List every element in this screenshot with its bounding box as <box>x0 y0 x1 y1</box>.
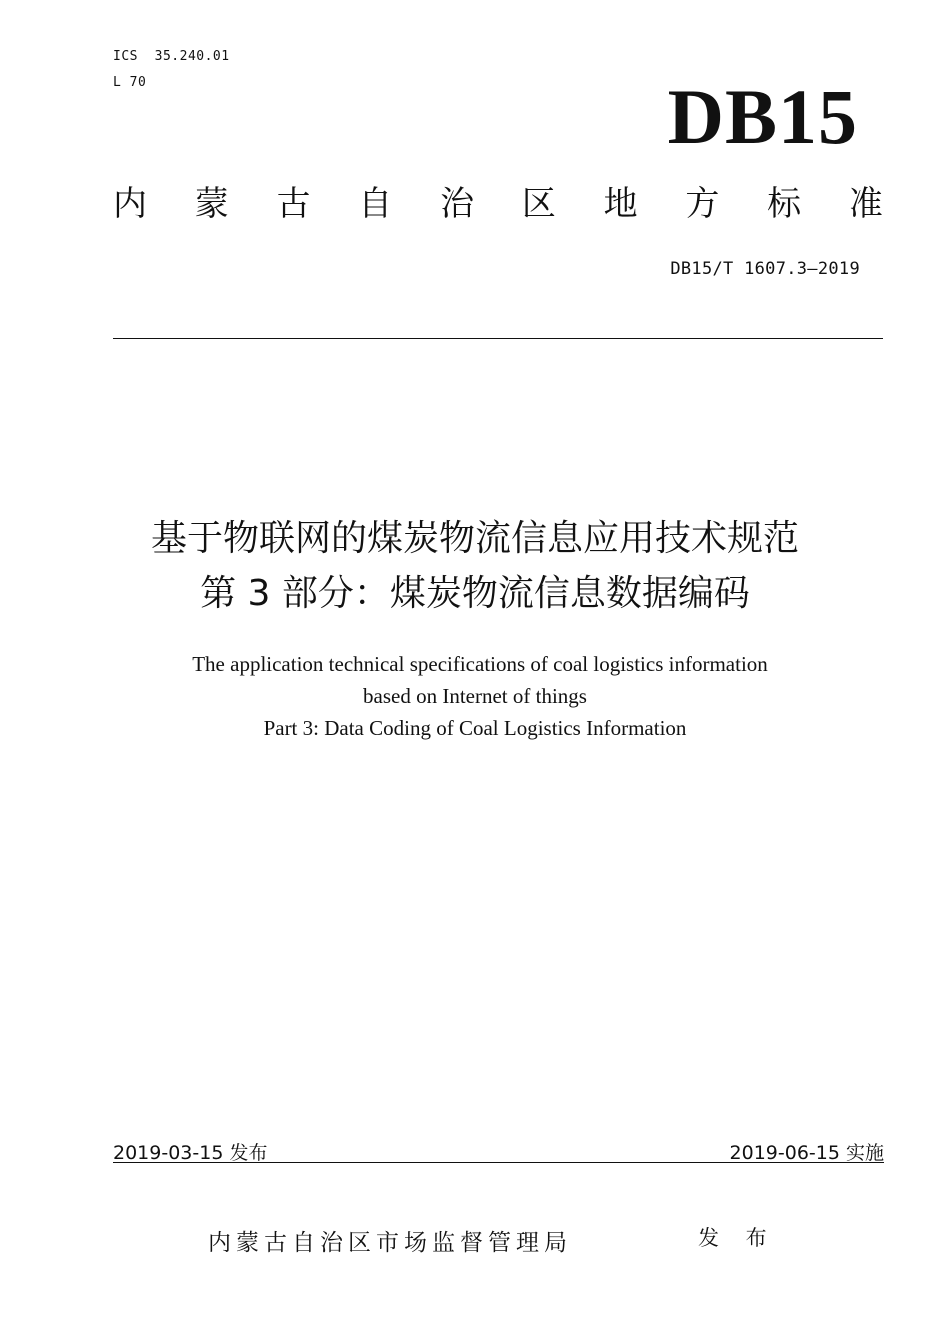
english-title-line-1: The application technical specifications of coal logistics information <box>192 652 768 676</box>
standard-type-char: 准 <box>848 184 883 224</box>
implementation-date: 2019-06-15 实施 <box>729 1142 884 1164</box>
standard-number: DB15/T 1607.3—2019 <box>670 259 860 279</box>
classification-code: L 70 <box>113 75 147 90</box>
standard-type-char: 内 <box>113 184 147 224</box>
standard-type-char: 古 <box>276 184 311 224</box>
issuing-authority: 内蒙古自治区市场监督管理局 <box>208 1230 572 1256</box>
standard-type-char: 治 <box>440 184 475 224</box>
standard-type-char: 标 <box>767 184 802 224</box>
ics-code: ICS 35.240.01 <box>113 49 230 64</box>
db15-logo: DB15 <box>667 73 858 160</box>
footer-divider <box>113 1162 884 1163</box>
issue-date: 2019-03-15 发布 <box>113 1142 268 1164</box>
english-title-line-3: Part 3: Data Coding of Coal Logistics Information <box>263 716 687 740</box>
standard-type-char: 方 <box>685 184 720 224</box>
chinese-title-line-2: 第 3 部分：煤炭物流信息数据编码 <box>200 573 750 614</box>
standard-type-heading <box>113 186 883 223</box>
english-title-line-2: based on Internet of things <box>363 684 587 708</box>
standard-type-char: 自 <box>358 184 393 224</box>
standard-type-char: 区 <box>521 184 556 224</box>
header-divider <box>113 338 883 339</box>
chinese-title-line-1: 基于物联网的煤炭物流信息应用技术规范 <box>150 518 799 559</box>
standard-type-char: 蒙 <box>194 184 229 224</box>
standard-type-char: 地 <box>603 184 638 224</box>
issue-label: 发 布 <box>698 1226 777 1250</box>
